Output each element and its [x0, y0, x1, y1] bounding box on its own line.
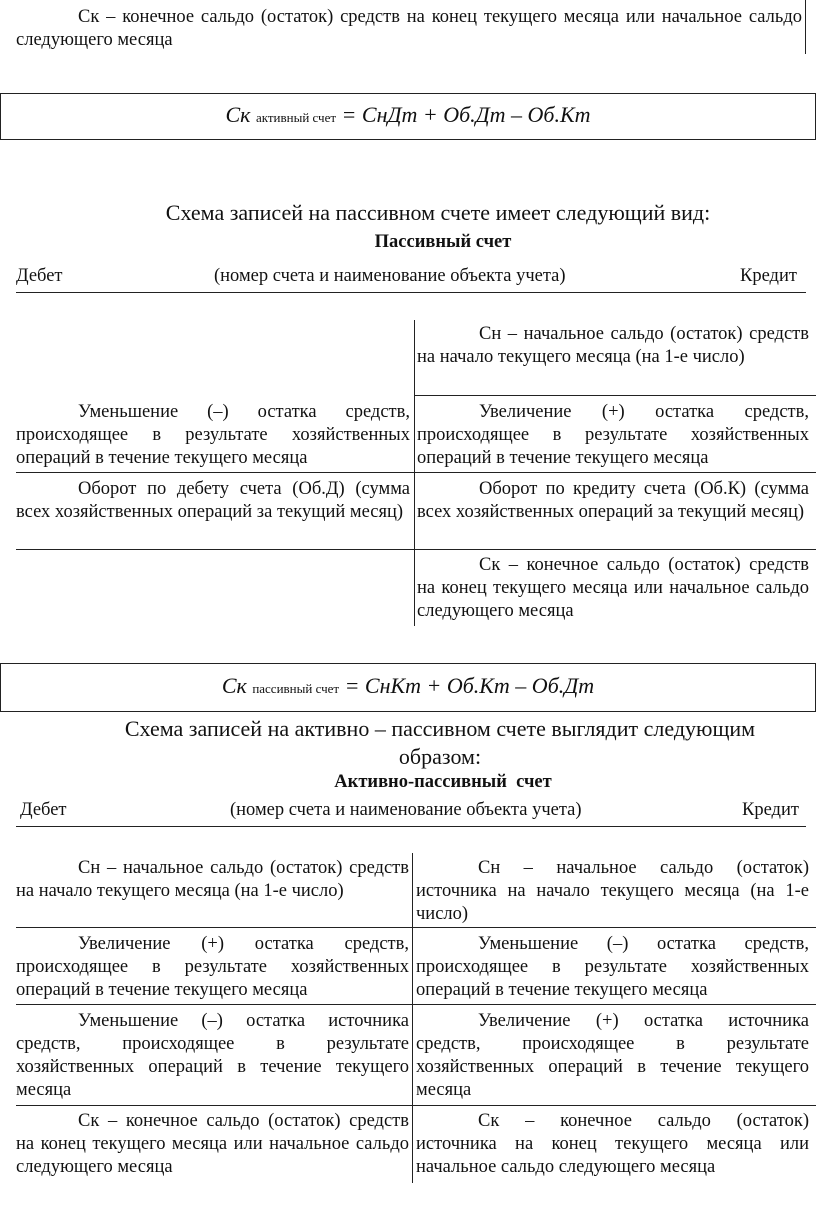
active-passive-debit-label: Дебет: [20, 800, 67, 820]
top-fragment-divider: [805, 0, 806, 54]
passive-title: Пассивный счет: [374, 232, 512, 252]
active-passive-right-cell-2: Уменьшение (–) остатка средств, происходящее в результате хозяйственных операций в течение текущего месяца: [416, 934, 809, 1000]
passive-credit-label: Кредит: [740, 266, 797, 286]
passive-header-line: [16, 292, 806, 293]
passive-right-cell-3: Оборот по кредиту счета (Об.К) (сумма всех хозяйственных операций за текущий месяц): [417, 479, 809, 522]
active-passive-row-divider-1: [16, 927, 816, 928]
active-passive-left-cell-4: Ск – конечное сальдо (остаток) средств на конец текущего месяца или начальное сальдо следующего месяца: [16, 1111, 409, 1177]
passive-row-divider-2: [16, 472, 816, 473]
active-passive-credit-label: Кредит: [742, 800, 799, 820]
active-passive-account-name: (номер счета и наименование объекта учета): [230, 800, 582, 820]
active-passive-left-cell-2: Увеличение (+) остатка средств, происходящее в результате хозяйственных операций в течение текущего месяца: [16, 934, 409, 1000]
passive-left-cell-1: Уменьшение (–) остатка средств, происходящее в результате хозяйственных операций в течение текущего месяца: [16, 402, 410, 468]
active-passive-left-cell-3: Уменьшение (–) остатка источника средств, происходящее в результате хозяйственных операций в течение текущего месяца: [16, 1011, 409, 1100]
passive-heading: Схема записей на пассивном счете имеет следующий вид:: [165, 200, 711, 225]
formula-subscript: активный счет: [255, 110, 337, 125]
passive-formula-box: [0, 663, 816, 712]
formula-rhs: = СнДт + Об.Дт – Об.Кт: [341, 102, 591, 127]
active-passive-title: Активно-пассивный счет: [334, 772, 552, 792]
passive-row-divider-right-1: [414, 395, 816, 396]
active-passive-right-cell-1: Сн – начальное сальдо (остаток) источника на начало текущего месяца (на 1-е число): [416, 858, 809, 924]
passive-formula: [1, 673, 815, 699]
passive-right-cell-1: Сн – начальное сальдо (остаток) средств на начало текущего месяца (на 1-е число): [417, 324, 809, 367]
formula-lhs: Ск: [225, 102, 251, 127]
active-passive-row-divider-3: [16, 1105, 816, 1106]
active-passive-right-cell-3: Увеличение (+) остатка источника средств, происходящее в результате хозяйственных операций в течение текущего месяца: [416, 1011, 809, 1100]
passive-account-name: (номер счета и наименование объекта учета): [214, 266, 566, 286]
passive-row-divider-3: [16, 549, 816, 550]
passive-right-cell-2: Увеличение (+) остатка средств, происходящее в результате хозяйственных операций в течение текущего месяца: [417, 402, 809, 468]
active-passive-center-line: [412, 853, 413, 1183]
active-passive-left-cell-1: Сн – начальное сальдо (остаток) средств на начало текущего месяца (на 1-е число): [16, 858, 409, 901]
active-passive-header-line: [16, 826, 806, 827]
formula-subscript: пассивный счет: [252, 681, 340, 696]
passive-right-cell-4: Ск – конечное сальдо (остаток) средств на конец текущего месяца или начальное сальдо следующего месяца: [417, 555, 809, 621]
active-formula: [1, 102, 815, 128]
active-passive-row-divider-2: [16, 1004, 816, 1005]
formula-rhs: = СнКт + Об.Кт – Об.Дт: [344, 673, 595, 698]
active-passive-right-cell-4: Ск – конечное сальдо (остаток) источника на конец текущего месяца или начальное сальдо следующего месяца: [416, 1111, 809, 1177]
passive-center-line: [414, 320, 415, 626]
passive-debit-label: Дебет: [16, 266, 63, 286]
formula-lhs: Ск: [221, 673, 247, 698]
active-passive-heading: Схема записей на активно – пассивном счете выглядит следующим образом:: [124, 716, 756, 769]
passive-left-cell-2: Оборот по дебету счета (Об.Д) (сумма всех хозяйственных операций за текущий месяц): [16, 479, 410, 522]
top-fragment-text: Ск – конечное сальдо (остаток) средств на конец текущего месяца или начальное сальдо следующего месяца: [16, 7, 802, 50]
active-formula-box: [0, 93, 816, 140]
